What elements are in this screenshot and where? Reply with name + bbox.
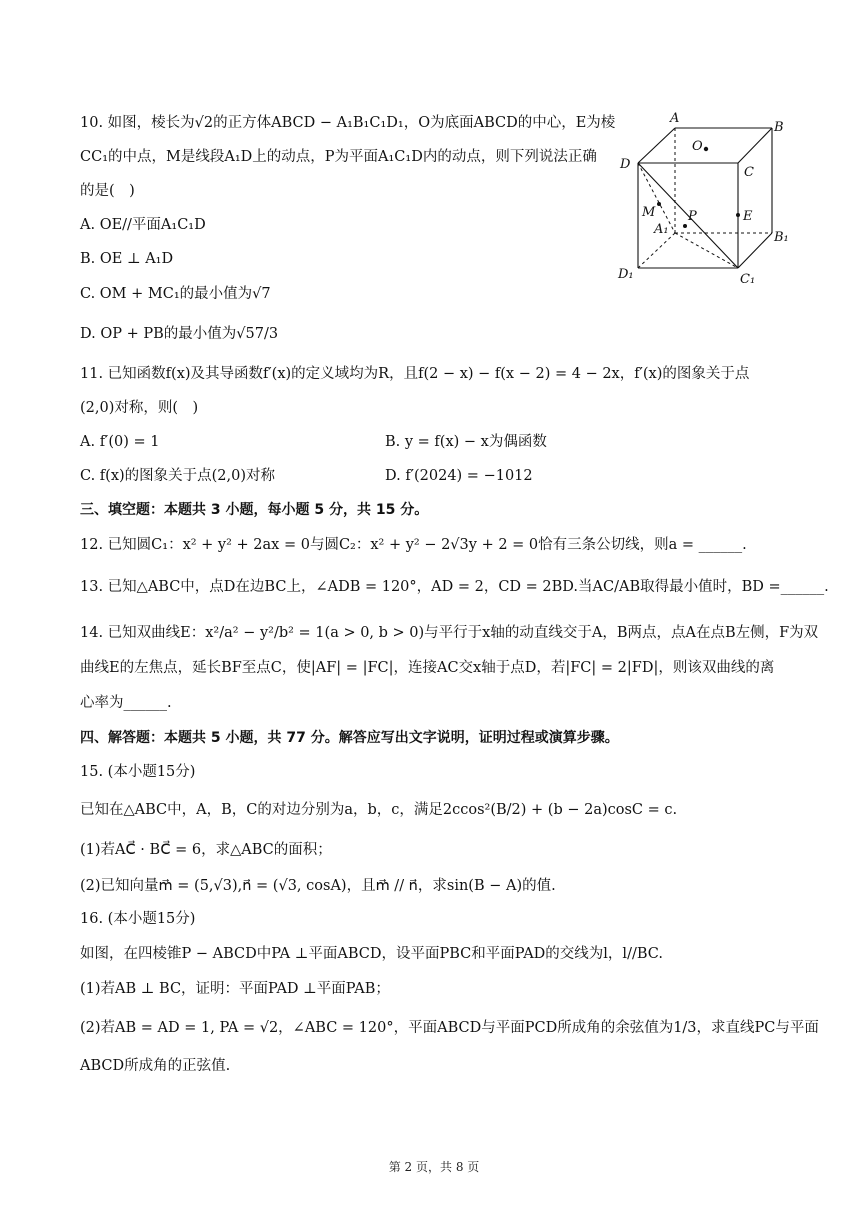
q14-line3: 心率为______.: [80, 695, 172, 711]
label-C: C: [744, 165, 754, 180]
point-M: [657, 202, 661, 206]
q11-option-d: D. f′(2024) = −1012: [385, 468, 533, 484]
edge-B1C1: [738, 233, 772, 268]
q10-option-d: D. OP + PB的最小值为√57/3: [80, 326, 279, 342]
point-O: [704, 147, 708, 151]
label-D1: D₁: [618, 267, 634, 282]
q14-line1: 14. 已知双曲线E：x²/a² − y²/b² = 1(a > 0, b > 0)与平行于x轴的动直线交于A，B两点，点A在点B左侧，F为双: [80, 625, 819, 641]
q16-line2: (1)若AB ⊥ BC，证明：平面PAD ⊥平面PAB；: [80, 981, 390, 997]
cube-figure: [612, 108, 802, 288]
point-P: [683, 224, 687, 228]
label-E: E: [743, 209, 753, 224]
label-A: A: [670, 111, 680, 126]
q15-line1: 已知在△ABC中，A，B，C的对边分别为a，b，c，满足2ccos²(B/2) + (b − 2a)cosC = c.: [80, 802, 678, 818]
q11-option-a: A. f′(0) = 1: [80, 434, 160, 450]
q12-text: 12. 已知圆C₁：x² + y² + 2ax = 0与圆C₂：x² + y² − 2√3y + 2 = 0恰有三条公切线，则a = ______.: [80, 537, 747, 553]
q10-option-a: A. OE//平面A₁C₁D: [80, 217, 206, 233]
page-footer: 第 2 页，共 8 页: [388, 1160, 480, 1174]
edge-DA: [638, 128, 675, 163]
label-B: B: [774, 120, 784, 135]
q10-line3: 的是( ): [80, 183, 135, 199]
q10-option-c: C. OM + MC₁的最小值为√7: [80, 286, 271, 302]
edge-BC: [738, 128, 772, 163]
q16-line1: 如图，在四棱锥P − ABCD中PA ⊥平面ABCD，设平面PBC和平面PAD的交线为l，l//BC.: [80, 946, 663, 962]
q16-line4: ABCD所成角的正弦值.: [80, 1058, 231, 1074]
q13-text: 13. 已知△ABC中，点D在边BC上，∠ADB = 120°，AD = 2，CD = 2BD.当AC/AB取得最小值时，BD =______.: [80, 579, 829, 595]
q16-heading: 16. (本小题15分): [80, 911, 196, 927]
label-P: P: [688, 209, 697, 224]
q10-line2: CC₁的中点，M是线段A₁D上的动点，P为平面A₁C₁D内的动点，则下列说法正确: [80, 149, 597, 165]
label-C1: C₁: [740, 272, 756, 287]
q11-option-b: B. y = f(x) − x为偶函数: [385, 434, 547, 450]
label-M: M: [642, 205, 656, 220]
q15-line3: (2)已知向量m⃗ = (5,√3),n⃗ = (√3, cosA)，且m⃗ // n⃗，求sin(B − A)的值.: [80, 878, 556, 894]
q15-heading: 15. (本小题15分): [80, 764, 196, 780]
section-4-heading: 四、解答题：本题共 5 小题，共 77 分。解答应写出文字说明，证明过程或演算步骤。: [80, 730, 619, 746]
label-D: D: [620, 157, 631, 172]
q10-option-b: B. OE ⊥ A₁D: [80, 251, 174, 267]
label-O: O: [692, 139, 703, 154]
edge-A1D1-hidden: [638, 233, 675, 268]
q14-line2: 曲线E的左焦点，延长BF至点C，使|AF| = |FC|，连接AC交x轴于点D，若|FC| = 2|FD|，则该双曲线的离: [80, 660, 775, 676]
q11-line2: (2,0)对称，则( ): [80, 400, 199, 416]
q16-line3: (2)若AB = AD = 1, PA = √2，∠ABC = 120°，平面ABCD与平面PCD所成角的余弦值为1/3，求直线PC与平面: [80, 1020, 819, 1036]
q11-line1: 11. 已知函数f(x)及其导函数f′(x)的定义域均为R，且f(2 − x) − f(x − 2) = 4 − 2x，f′(x)的图象关于点: [80, 366, 750, 382]
point-E: [736, 213, 740, 217]
label-B1: B₁: [774, 230, 789, 245]
q10-line1: 10. 如图，棱长为√2的正方体ABCD − A₁B₁C₁D₁，O为底面ABCD的中心，E为棱: [80, 115, 616, 131]
segment-A1C1-hidden: [675, 233, 738, 268]
section-3-heading: 三、填空题：本题共 3 小题，每小题 5 分，共 15 分。: [80, 502, 429, 518]
q15-line2: (1)若AC⃗ · BC⃗ = 6，求△ABC的面积；: [80, 842, 332, 858]
label-A1: A₁: [654, 222, 669, 237]
q11-option-c: C. f(x)的图象关于点(2,0)对称: [80, 468, 276, 484]
